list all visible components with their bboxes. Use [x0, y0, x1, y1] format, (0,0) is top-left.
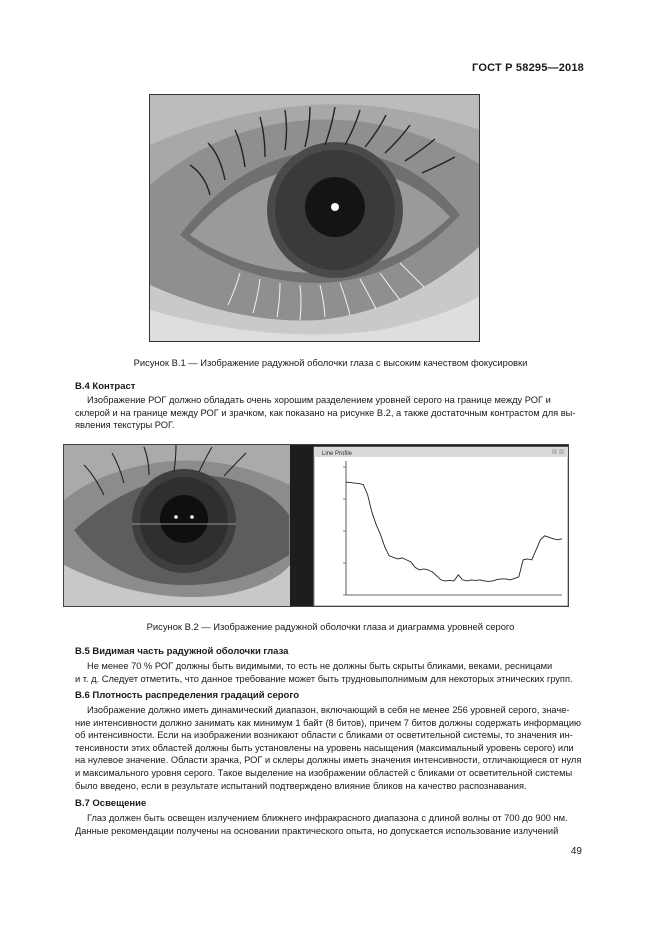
- close-icon: [559, 449, 564, 454]
- text-line: и максимального уровня серого. Такое выделение на изображении областей с бликами от осветительной системы: [75, 767, 573, 778]
- figure-2: [63, 444, 569, 607]
- text-line: и т. д. Следует отметить, что данное требование может быть трудновыполнимым для некоторых этнических групп.: [75, 673, 573, 684]
- text-line: на нулевое значение. Области зрачка, РОГ и склеры должны иметь значения интенсивности, отличающиеся от нуля: [75, 755, 582, 766]
- text-line: Не менее 70 % РОГ должны быть видимыми, то есть не должны быть скрыты бликами, веками, ресницами: [87, 661, 553, 671]
- section-b6-title: В.6 Плотность распределения градаций серого: [75, 690, 299, 701]
- text-line: Данные рекомендации получены на основании практического опыта, но допускается использование излучений: [75, 825, 559, 836]
- section-b5-title: В.5 Видимая часть радужной оболочки глаза: [75, 646, 289, 657]
- eye-image-figure-1: [149, 94, 480, 342]
- minimize-icon: [552, 449, 557, 454]
- page-header: ГОСТ Р 58295—2018: [472, 62, 584, 74]
- text-line: тенсивности этих областей должны быть установлены на уровень насыщения (максимальный уровень серого) или: [75, 742, 574, 753]
- figure-2-composite: [64, 445, 569, 607]
- text-line: явления текстуры РОГ.: [75, 420, 175, 431]
- eye-image-1: [150, 95, 480, 342]
- section-b4-text: [75, 394, 583, 432]
- section-b4-title: В.4 Контраст: [75, 381, 136, 392]
- text-line: склерой и на границе между РОГ и зрачком, как показано на рисунке В.2, а также достаточным контрастом для вы-: [75, 407, 576, 418]
- text-line: ние интенсивности должно занимать как минимум 1 байт (8 битов), причем 7 битов должны содержать информацию: [75, 717, 582, 728]
- section-b7-title: В.7 Освещение: [75, 798, 147, 809]
- page-number: 49: [570, 846, 582, 857]
- text-line: Изображение РОГ должно обладать очень хорошим разделением уровней серого на границе между РОГ и: [87, 395, 551, 405]
- text-line: об интенсивности. Если на изображении возникают области с бликами от осветительной системы, то значения ин-: [75, 730, 573, 741]
- text-line: было введено, если в результате испытаний подтверждено влияние бликов на качество распознавания.: [75, 780, 527, 791]
- figure-2-caption: Рисунок В.2 — Изображение радужной оболочки глаза и диаграмма уровней серого: [146, 621, 515, 632]
- text-line: Глаз должен быть освещен излучением ближнего инфракрасного диапазона с длиной волны от 700 до 900 нм.: [87, 813, 568, 823]
- text-line: Изображение должно иметь динамический диапазон, включающий в себя не менее 256 уровней серого, значе-: [87, 705, 570, 715]
- section-b6-text: [75, 704, 583, 792]
- chart-window-title: Line Profile: [322, 451, 353, 457]
- figure-1-caption: Рисунок В.1 — Изображение радужной оболочки глаза с высоким качеством фокусировки: [133, 357, 528, 368]
- section-b7-text: [75, 812, 583, 837]
- section-b5-text: [75, 660, 583, 685]
